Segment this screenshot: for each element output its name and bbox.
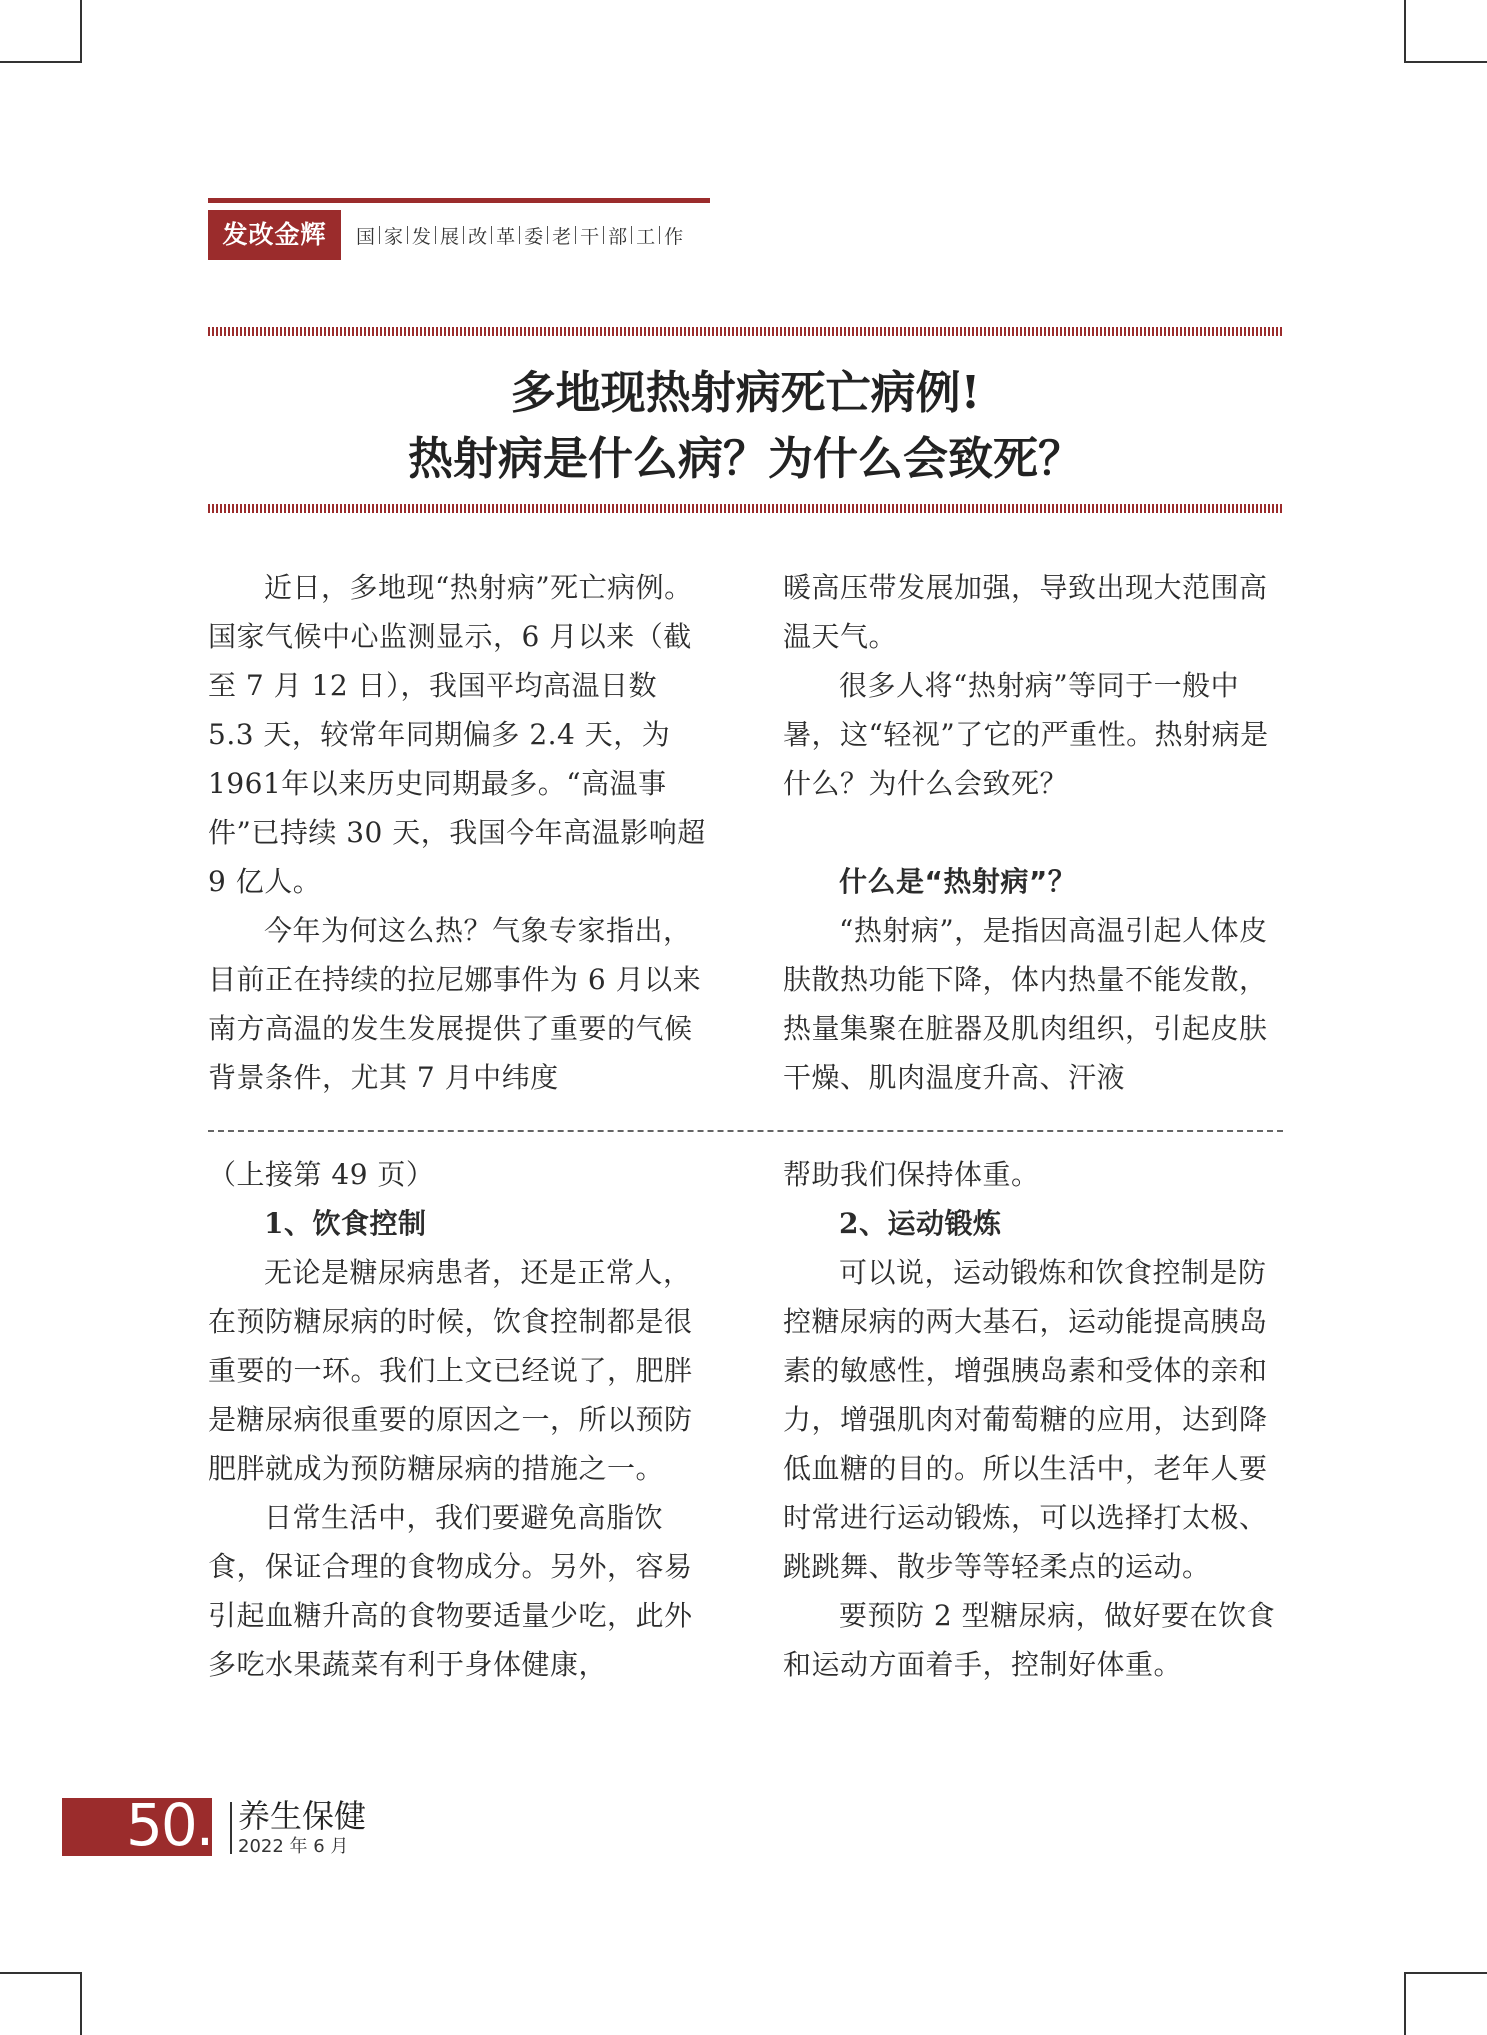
magazine-name: 养生保健 xyxy=(238,1797,367,1835)
paragraph: 可以说，运动锻炼和饮食控制是防控糖尿病的两大基石，运动能提高胰岛素的敏感性，增强胰岛素和受体的亲和力，增强肌肉对葡萄糖的应用，达到降低血糖的目的。所以生活中，老年人要时常进行运动锻炼，可以选择打太极、跳跳舞、散步等等轻柔点的运动。 xyxy=(783,1256,1268,1583)
crop-mark xyxy=(1404,1972,1487,1974)
paragraph: 无论是糖尿病患者，还是正常人，在预防糖尿病的时候，饮食控制都是很重要的一环。我们上文已经说了，肥胖是糖尿病很重要的原因之一，所以预防肥胖就成为预防糖尿病的措施之一。 xyxy=(208,1256,693,1485)
article-left-column xyxy=(208,563,708,1102)
continued-left-column xyxy=(208,1150,708,1689)
title-line-2: 热射病是什么病？为什么会致死？ xyxy=(407,432,1083,485)
paragraph: 很多人将“热射病”等同于一般中暑，这“轻视”了它的严重性。热射病是什么？为什么会致死？ xyxy=(783,669,1269,800)
crop-mark xyxy=(0,1972,82,1974)
subtitle-char: 委 xyxy=(524,225,544,248)
crop-mark xyxy=(80,0,82,62)
page-number: 50. xyxy=(126,1791,213,1859)
subtitle-char: 家 xyxy=(384,225,404,248)
title-line-1: 多地现热射病死亡病例! xyxy=(510,366,981,419)
subtitle-char: 作 xyxy=(664,225,684,248)
crop-mark xyxy=(0,61,82,63)
subtitle-char: 国 xyxy=(356,225,376,248)
title-bottom-rule xyxy=(208,504,1283,513)
paragraph: “热射病”，是指因高温引起人体皮肤散热功能下降，体内热量不能发散，热量集聚在脏器及肌肉组织，引起皮肤干燥、肌肉温度升高、汗液 xyxy=(783,914,1268,1094)
crop-mark xyxy=(1404,61,1487,63)
title-top-rule xyxy=(208,327,1283,336)
paragraph: 近日，多地现“热射病”死亡病例。国家气候中心监测显示，6 月以来（截至 7 月 12 日），我国平均高温日数 5.3 天，较常年同期偏多 2.4 天，为1961年以来历史同期最多。“高温事件”已持续 30 天，我国今年高温影响超 9 亿人。 xyxy=(208,571,706,898)
paragraph: 暖高压带发展加强，导致出现大范围高温天气。 xyxy=(783,571,1268,653)
issue-date: 2022 年 6 月 xyxy=(238,1836,349,1857)
section-heading: 2、运动锻炼 xyxy=(839,1207,1002,1240)
crop-mark xyxy=(1404,1972,1406,2035)
crop-mark xyxy=(80,1972,82,2035)
article-right-column xyxy=(783,563,1283,1102)
paragraph: 帮助我们保持体重。 xyxy=(783,1158,1040,1191)
subtitle-char: 发 xyxy=(412,225,432,248)
subtitle-char: 改 xyxy=(468,225,488,248)
subtitle-char: 干 xyxy=(580,225,600,248)
continued-right-column xyxy=(783,1150,1283,1689)
paragraph: 日常生活中，我们要避免高脂饮食，保证合理的食物成分。另外，容易引起血糖升高的食物要适量少吃，此外多吃水果蔬菜有利于身体健康， xyxy=(208,1501,693,1681)
section-heading: 1、饮食控制 xyxy=(264,1207,427,1240)
subtitle-char: 工 xyxy=(636,225,656,248)
continued-note: （上接第 49 页） xyxy=(208,1158,435,1191)
subtitle-char: 老 xyxy=(552,225,572,248)
section-badge: 发改金辉 xyxy=(208,210,341,260)
subtitle-char: 展 xyxy=(440,225,460,248)
subtitle-char: 革 xyxy=(496,225,516,248)
section-divider xyxy=(208,1130,1283,1132)
section-heading: 什么是“热射病”？ xyxy=(839,865,1077,898)
crop-mark xyxy=(1404,0,1406,62)
paragraph: 要预防 2 型糖尿病，做好要在饮食和运动方面着手，控制好体重。 xyxy=(783,1599,1276,1681)
footer-divider xyxy=(230,1802,232,1854)
header-rule xyxy=(208,198,710,203)
section-subtitle xyxy=(352,220,687,250)
article-title xyxy=(208,360,1283,492)
paragraph: 今年为何这么热？气象专家指出，目前正在持续的拉尼娜事件为 6 月以来南方高温的发生发展提供了重要的气候背景条件，尤其 7 月中纬度 xyxy=(208,914,702,1094)
subtitle-char: 部 xyxy=(608,225,628,248)
